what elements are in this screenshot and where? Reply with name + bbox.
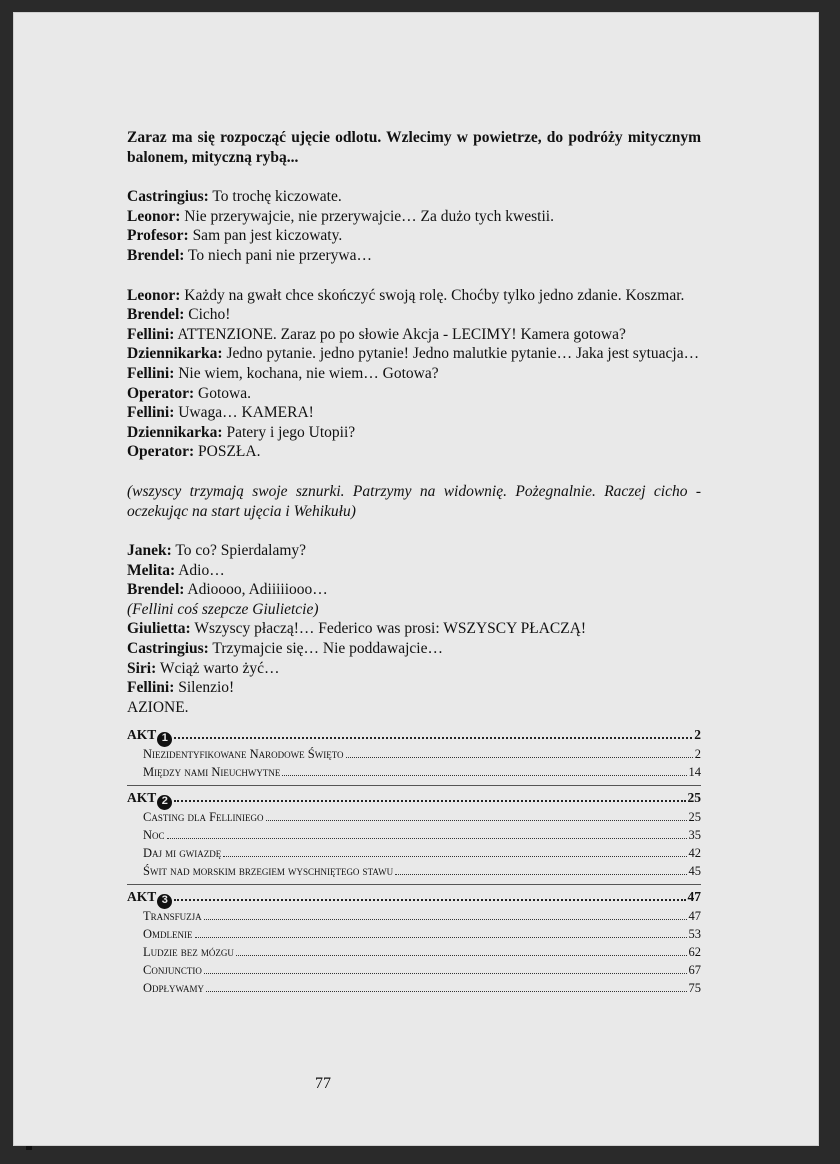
dialogue-text: Sam pan jest kiczowaty. [188,227,343,245]
toc-page: 42 [688,846,701,861]
toc-act-row [127,884,701,907]
toc-leader [346,757,693,758]
speaker-name: Castringius: [127,640,209,658]
toc-act-number: 2 [157,795,172,810]
toc-leader [174,899,685,901]
dialogue-text: Wszyscy płaczą!… Federico was prosi: WSZYSCY PŁACZĄ! [190,620,587,638]
toc-page: 25 [687,790,701,806]
toc-act-number: 3 [157,894,172,909]
speaker-name: Leonor: [127,286,181,304]
speaker-name: Melita: [127,561,176,579]
toc-entry [143,844,701,862]
toc-entry-title: Omdlenie [143,927,193,942]
dialogue-line [127,344,701,364]
toc-page: 62 [688,945,701,960]
toc-act-row [127,785,701,808]
dialogue-line [127,187,701,207]
dialogue-text: Nie przerywajcie, nie przerywajcie… Za dużo tych kwestii. [180,207,554,225]
dialogue-text: To co? Spierdalamy? [171,542,307,560]
toc-entry [143,808,701,826]
dialogue-text: Wciąż warto żyć… [156,659,280,677]
dialogue-line [127,639,701,659]
toc-entry [143,979,701,997]
dialogue-text: Każdy na gwałt chce skończyć swoją rolę. Choćby tylko jedno zdanie. Koszmar. [180,286,685,304]
toc-act-row [127,725,701,745]
dialogue-line [127,246,701,266]
page-content [127,128,701,997]
dialogue-text: To niech pani nie przerywa… [184,246,372,264]
toc-page: 47 [687,889,701,905]
speaker-name: Siri: [127,659,157,677]
dialogue-line [127,442,701,462]
toc-page: 53 [688,927,701,942]
dialogue-line [127,423,701,443]
toc-entry [143,943,701,961]
toc-leader [204,919,687,920]
toc-act-label: AKT [127,727,157,743]
dialogue-line [127,286,701,306]
speaker-name: Dziennikarka: [127,423,223,441]
dialogue-text: POSZŁA. [194,443,261,461]
dialogue-line [127,403,701,423]
toc-page: 2 [694,747,701,762]
dialogue-block-2 [127,286,701,462]
dialogue-text: Adioooo, Adiiiiiooo… [184,581,328,599]
toc-entry [143,961,701,979]
stage-direction: (wszyscy trzymają swoje sznurki. Patrzymy na widownię. Pożegnalnie. Raczej cicho - oczekując na start ujęcia i Wehikułu) [127,482,701,520]
toc-leader [174,800,685,802]
toc-act-number: 1 [157,732,172,747]
speaker-name: Profesor: [127,227,189,245]
dialogue-text: Adio… [175,561,225,579]
toc-leader [204,973,687,974]
dialogue-text: Patery i jego Utopii? [222,423,356,441]
dialogue-line [127,364,701,384]
toc-leader [395,874,686,875]
dialogue-block-3 [127,541,701,600]
toc-entry-title: Conjunctio [143,963,202,978]
speaker-name: Fellini: [127,325,175,343]
speaker-name: Fellini: [127,679,175,697]
toc-act-label: AKT [127,790,157,806]
dialogue-text: Cicho! [184,306,231,324]
scene-intro: Zaraz ma się rozpocząć ujęcie odlotu. Wzlecimy w powietrze, do podróży mitycznym balonem, mityczną rybą... [127,129,701,166]
dialogue-block-4 [127,619,701,697]
dialogue-text: Nie wiem, kochana, nie wiem… Gotowa? [174,364,439,382]
dialogue-line [127,207,701,227]
dialogue-text: Trzymajcie się… Nie poddawajcie… [208,640,443,658]
dialogue-line [127,659,701,679]
toc-leader [206,991,686,992]
speaker-name: Brendel: [127,246,185,264]
dialogue-line [127,580,701,600]
dialogue-text: Gotowa. [194,384,251,402]
speaker-name: Operator: [127,443,195,461]
toc-page: 14 [688,765,701,780]
dialogue-text: To trochę kiczowate. [208,188,342,206]
toc-leader [236,955,687,956]
speaker-name: Leonor: [127,207,181,225]
toc-entry-title: Transfuzja [143,909,202,924]
dialogue-line [127,226,701,246]
dialogue-text: Jedno pytanie. jedno pytanie! Jedno malutkie pytanie… Jaka jest sytuacja… [222,345,700,363]
toc-entry-title: Między nami Nieuchwytne [143,765,281,780]
toc-entry-title: Noc [143,828,165,843]
dialogue-text: Uwaga… KAMERA! [174,404,314,422]
speaker-name: Brendel: [127,581,185,599]
toc-entry [143,862,701,880]
toc-page: 2 [694,727,701,743]
toc-entry [143,907,701,925]
dialogue-text: ATTENZIONE. Zaraz po po słowie Akcja - LECIMY! Kamera gotowa? [174,325,626,343]
dialogue-line [127,541,701,561]
toc-entry [143,826,701,844]
speaker-name: Castringius: [127,188,209,206]
dialogue-block-1 [127,187,701,265]
toc-act-label: AKT [127,889,157,905]
speaker-name: Brendel: [127,306,185,324]
toc-entry-title: Niezidentyfikowane Narodowe Święto [143,747,344,762]
toc-page: 67 [688,963,701,978]
toc-entry [143,925,701,943]
toc-page: 75 [688,981,701,996]
toc-entry-title: Ludzie bez mózgu [143,945,234,960]
dialogue-line [127,305,701,325]
azione-line: AZIONE. [127,698,189,716]
toc-entry [143,745,701,763]
speaker-name: Fellini: [127,364,175,382]
dialogue-text: Silenzio! [174,679,235,697]
toc-page: 35 [688,828,701,843]
speaker-name: Dziennikarka: [127,345,223,363]
toc-page: 45 [688,864,701,879]
dialogue-line [127,619,701,639]
toc-entry [143,763,701,781]
table-of-contents [127,725,701,997]
toc-leader [282,775,686,776]
toc-leader [195,937,687,938]
speaker-name: Giulietta: [127,620,191,638]
stage-direction-2: (Fellini coś szepcze Giulietcie) [127,600,319,618]
toc-leader [167,838,687,839]
dialogue-line [127,561,701,581]
toc-page: 47 [688,909,701,924]
toc-page: 25 [688,810,701,825]
toc-leader [174,737,692,739]
toc-leader [223,856,686,857]
toc-entry-title: Odpływamy [143,981,205,996]
speaker-name: Fellini: [127,404,175,422]
dialogue-line [127,325,701,345]
dialogue-line [127,384,701,404]
speaker-name: Janek: [127,542,172,560]
toc-leader [266,820,687,821]
dialogue-line [127,678,701,698]
page-number: 77 [315,1075,331,1092]
speaker-name: Operator: [127,384,195,402]
toc-entry-title: Daj mi gwiazdę [143,846,222,861]
toc-entry-title: Świt nad morskim brzegiem wyschniętego stawu [143,864,394,879]
toc-entry-title: Casting dla Felliniego [143,810,264,825]
